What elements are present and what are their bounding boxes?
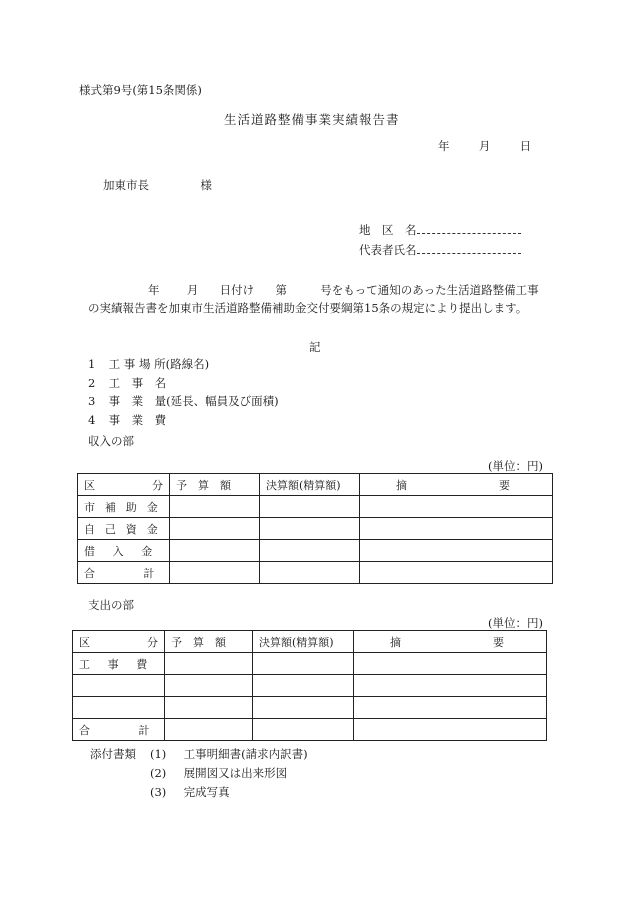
- income-table: [77, 473, 553, 584]
- remarks-cell[interactable]: [360, 540, 553, 562]
- remarks-cell[interactable]: [360, 496, 553, 518]
- header-remarks-left: 摘: [396, 478, 407, 492]
- header-category-left: 区: [84, 478, 95, 492]
- item-number: 4: [88, 413, 96, 427]
- header-remarks-right: 要: [499, 478, 510, 492]
- income-unit: (単位：円): [488, 459, 543, 473]
- item-label: 事 業 費: [108, 413, 167, 427]
- table-row: [73, 653, 547, 675]
- item-label: 事 業 量(延長、幅員及び面積): [108, 394, 279, 408]
- item-3: [88, 393, 279, 409]
- budget-cell[interactable]: [165, 697, 253, 719]
- addressee-honorific: 様: [200, 178, 212, 192]
- ki-heading: 記: [309, 340, 321, 354]
- row-label: 合計: [78, 562, 170, 584]
- expense-header-row: [73, 631, 547, 653]
- attachments-label: 添付書類: [90, 747, 136, 761]
- attachment-item-3: [150, 784, 230, 800]
- expense-table: [72, 630, 547, 741]
- budget-cell[interactable]: [170, 518, 260, 540]
- attachment-text: 展開図又は出来形図: [183, 766, 288, 780]
- table-row-total: [78, 562, 553, 584]
- header-settlement: 決算額(精算額): [253, 631, 354, 653]
- header-category: [78, 474, 170, 496]
- body-month: 月: [186, 283, 199, 297]
- remarks-cell[interactable]: [360, 562, 553, 584]
- remarks-cell[interactable]: [360, 518, 553, 540]
- header-remarks-right: 要: [493, 635, 504, 649]
- body-year: 年: [148, 283, 160, 297]
- representative-name-line: [417, 242, 521, 254]
- table-row: [73, 697, 547, 719]
- budget-cell[interactable]: [165, 675, 253, 697]
- settlement-cell[interactable]: [260, 496, 360, 518]
- header-budget: 予 算 額: [165, 631, 253, 653]
- item-number: 3: [88, 394, 96, 408]
- addressee-name: 加東市長: [103, 178, 149, 192]
- attachment-number: (3): [150, 785, 167, 799]
- table-row: [78, 496, 553, 518]
- header-remarks: [360, 474, 553, 496]
- header-category-right: 分: [147, 635, 158, 649]
- row-label: 合計: [73, 719, 165, 741]
- representative-name-field[interactable]: [359, 242, 521, 258]
- row-label: 借入金: [78, 540, 170, 562]
- budget-cell[interactable]: [165, 653, 253, 675]
- header-category-right: 分: [152, 478, 163, 492]
- income-section-label: 収入の部: [88, 434, 134, 448]
- header-remarks-left: 摘: [390, 635, 401, 649]
- date-line: [438, 138, 531, 154]
- representative-name-label: 代表者氏名: [359, 243, 417, 257]
- attachment-number: (1): [150, 747, 167, 761]
- row-label: 自己資金: [78, 518, 170, 540]
- attachment-item-2: [150, 765, 287, 781]
- row-label: 工事費: [73, 653, 165, 675]
- body-day-ref: 日付け: [219, 283, 255, 297]
- body-line-2: の実績報告書を加東市生活道路整備補助金交付要綱第15条の規定により提出します。: [88, 301, 528, 315]
- date-day-label: 日: [519, 139, 532, 153]
- settlement-cell[interactable]: [260, 540, 360, 562]
- row-label[interactable]: [73, 697, 165, 719]
- table-row: [78, 518, 553, 540]
- item-4: [88, 412, 166, 428]
- attachment-text: 工事明細書(請求内訳書): [183, 747, 308, 761]
- document-title: 生活道路整備事業実績報告書: [224, 112, 400, 127]
- district-name-label: 地 区 名: [359, 223, 417, 237]
- district-name-line: [417, 222, 521, 234]
- row-label[interactable]: [73, 675, 165, 697]
- header-category: [73, 631, 165, 653]
- item-label: 工 事 場 所(路線名): [108, 357, 210, 371]
- settlement-cell[interactable]: [253, 697, 354, 719]
- remarks-cell[interactable]: [354, 719, 547, 741]
- settlement-cell[interactable]: [253, 653, 354, 675]
- expense-section-label: 支出の部: [88, 598, 134, 612]
- header-remarks: [354, 631, 547, 653]
- budget-cell[interactable]: [170, 540, 260, 562]
- district-name-field[interactable]: [359, 222, 521, 238]
- table-row-total: [73, 719, 547, 741]
- attachment-number: (2): [150, 766, 167, 780]
- remarks-cell[interactable]: [354, 675, 547, 697]
- attachment-item-1: [150, 746, 308, 762]
- date-month-label: 月: [478, 139, 491, 153]
- remarks-cell[interactable]: [354, 697, 547, 719]
- table-row: [73, 675, 547, 697]
- settlement-cell[interactable]: [253, 719, 354, 741]
- item-number: 1: [88, 357, 96, 371]
- header-budget: 予 算 額: [170, 474, 260, 496]
- item-label: 工 事 名: [108, 376, 167, 390]
- form-number: 様式第9号(第15条関係): [79, 83, 202, 97]
- body-line-1: [148, 282, 539, 298]
- item-2: [88, 375, 166, 391]
- settlement-cell[interactable]: [260, 518, 360, 540]
- body-rest: 号をもって通知のあった生活道路整備工事: [320, 283, 539, 297]
- addressee: [103, 177, 212, 193]
- item-number: 2: [88, 376, 96, 390]
- settlement-cell[interactable]: [260, 562, 360, 584]
- settlement-cell[interactable]: [253, 675, 354, 697]
- date-year-label: 年: [438, 139, 450, 153]
- body-dai: 第: [275, 283, 287, 297]
- remarks-cell[interactable]: [354, 653, 547, 675]
- budget-cell[interactable]: [170, 496, 260, 518]
- row-label: 市補助金: [78, 496, 170, 518]
- income-header-row: [78, 474, 553, 496]
- header-settlement: 決算額(精算額): [260, 474, 360, 496]
- table-row: [78, 540, 553, 562]
- item-1: [88, 356, 209, 372]
- attachment-text: 完成写真: [183, 785, 230, 799]
- expense-unit: (単位：円): [488, 616, 543, 630]
- header-category-left: 区: [79, 635, 90, 649]
